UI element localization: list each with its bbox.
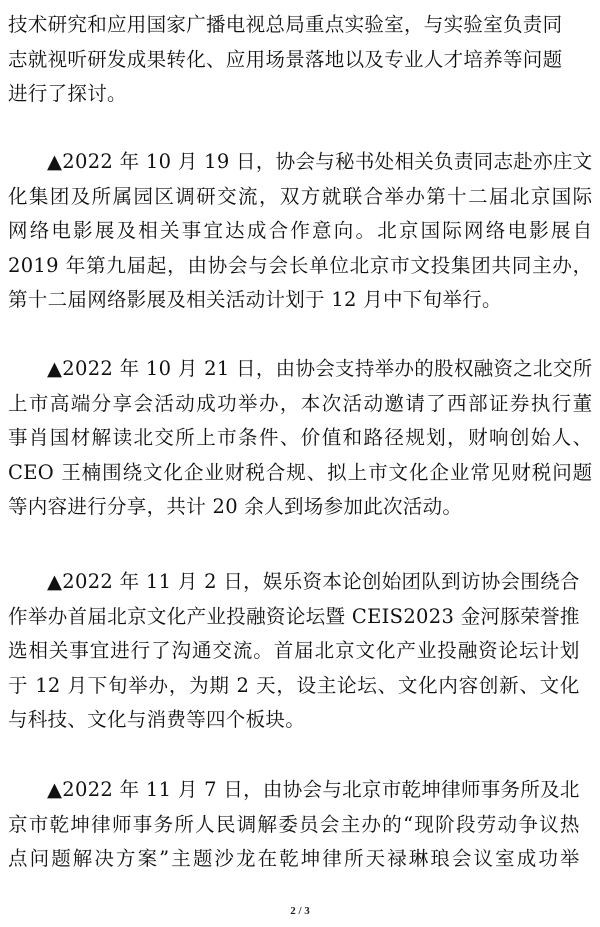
page-number: 2 / 3 xyxy=(290,905,310,917)
text-line: 作举办首届北京文化产业投融资论坛暨 CEIS2023 金河豚荣誉推 xyxy=(8,604,580,628)
text-line: 进行了探讨。 xyxy=(8,82,127,106)
paragraph-news-item xyxy=(8,145,592,318)
text-line: 点问题解决方案”主题沙龙在乾坤律所天禄琳琅会议室成功举 xyxy=(8,847,580,871)
text-line: 2019 年第九届起，由协会与会长单位北京市文投集团共同主办， xyxy=(8,253,593,277)
text-line: ▲2022 年 10 月 19 日，协会与秘书处相关负责同志赴亦庄文 xyxy=(47,150,593,173)
text-line: ▲2022 年 11 月 7 日，由协会与北京市乾坤律师事务所及北 xyxy=(47,778,580,801)
text-line: CEO 王楠围绕文化企业财税合规、拟上市文化企业常见财税问题 xyxy=(8,460,593,484)
paragraph-news-item xyxy=(8,565,580,738)
text-line: 第十二届网络影展及相关活动计划于 12 月中下旬举行。 xyxy=(8,288,502,312)
paragraph-news-item xyxy=(8,352,592,525)
text-line: ▲2022 年 11 月 2 日，娱乐资本论创始团队到访协会围绕合 xyxy=(47,570,580,593)
text-line: 选相关事宜进行了沟通交流。首届北京文化产业投融资论坛计划 xyxy=(8,639,580,663)
paragraph-continuation xyxy=(8,8,562,112)
text-line: 技术研究和应用国家广播电视总局重点实验室，与实验室负责同 xyxy=(8,13,563,36)
text-line: 与科技、文化与消费等四个板块。 xyxy=(8,708,306,732)
paragraph-news-item xyxy=(8,773,580,877)
text-line: 京市乾坤律师事务所人民调解委员会主办的“现阶段劳动争议热 xyxy=(8,812,580,836)
text-line: 于 12 月下旬举办，为期 2 天，设主论坛、文化内容创新、文化 xyxy=(8,673,580,697)
text-line: 化集团及所属园区调研交流，双方就联合举办第十二届北京国际 xyxy=(8,184,593,208)
text-line: 事肖国材解读北交所上市条件、价值和路径规划，财响创始人、 xyxy=(8,426,593,450)
text-line: ▲2022 年 10 月 21 日，由协会支持举办的股权融资之北交所 xyxy=(47,357,593,380)
text-line: 志就视听研发成果转化、应用场景落地以及专业人才培养等问题 xyxy=(8,47,563,71)
text-line: 网络电影展及相关事宜达成合作意向。北京国际网络电影展自 xyxy=(8,219,593,243)
text-line: 等内容进行分享，共计 20 余人到场参加此次活动。 xyxy=(8,495,463,519)
text-line: 上市高端分享会活动成功举办，本次活动邀请了西部证券执行董 xyxy=(8,391,593,415)
